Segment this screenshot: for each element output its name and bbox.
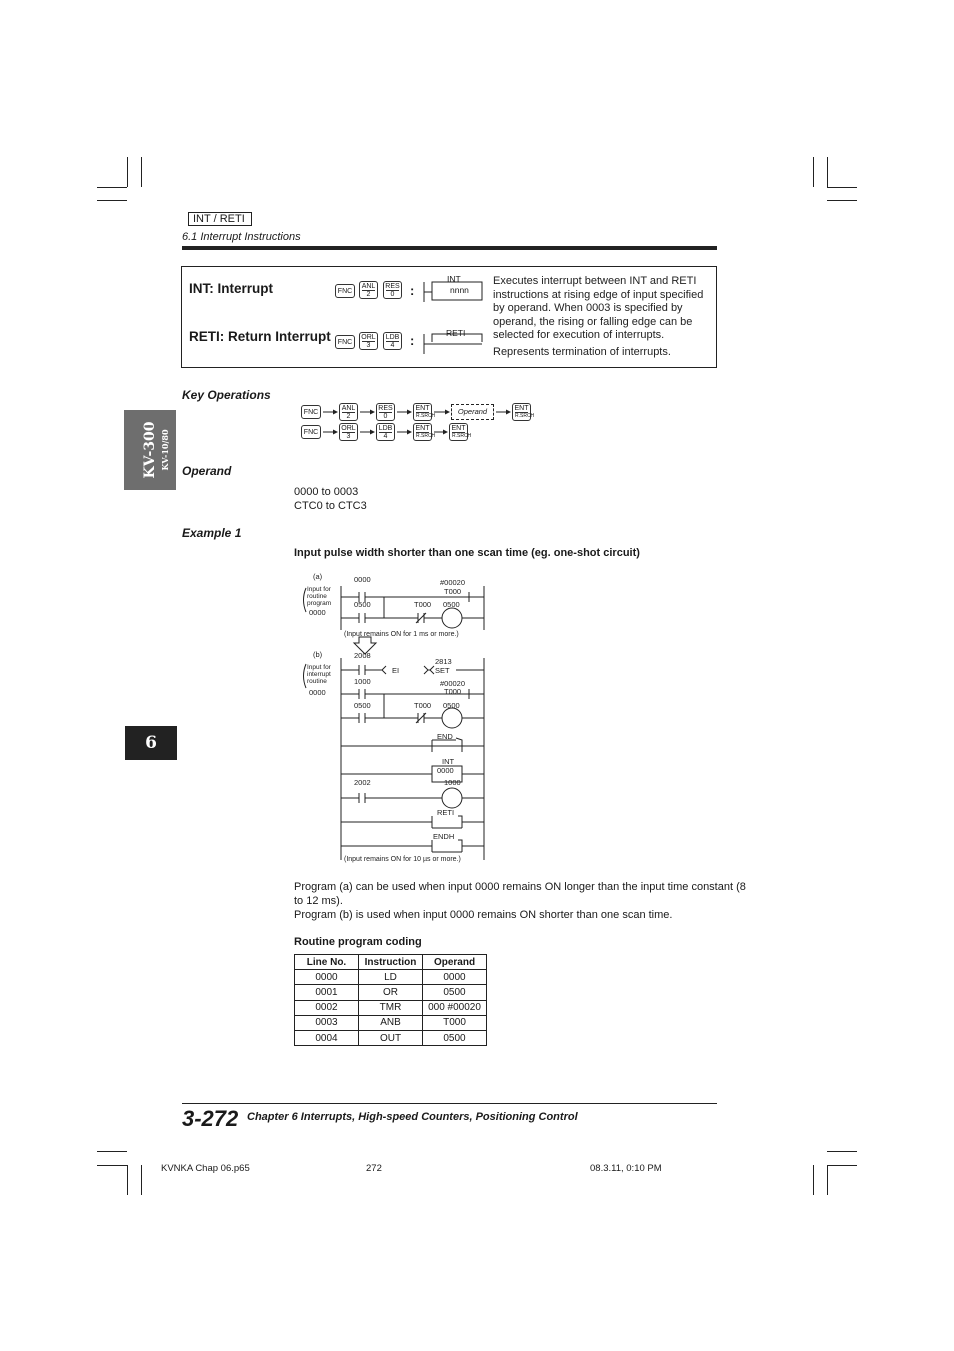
ladder-a-contact-0000: 0000 (354, 575, 371, 584)
ent-key: ENT R.SRCH (512, 403, 531, 421)
table-cell: 0500 (423, 1030, 487, 1045)
ldb-key: LDB 4 (376, 423, 395, 441)
ladder-b-note-4: 0000 (309, 688, 326, 697)
crop-mark (141, 1165, 142, 1195)
side-tab-model: KV-300 (142, 421, 158, 479)
crop-mark (827, 1165, 857, 1166)
operand-placeholder: Operand (451, 404, 494, 420)
ladder-b-contact-2002: 2002 (354, 778, 371, 787)
table-row (295, 1000, 487, 1015)
ladder-b-note-3: routine (307, 678, 327, 685)
chapter-tab: 6 (125, 726, 177, 760)
table-row (295, 985, 487, 1000)
ladder-b-int: INT (442, 757, 455, 766)
int-description: Executes interrupt between INT and RETI instructions at rising edge of input specified by operand. When 0003 is specified by operand, the rising or falling edge can be selected for execution of interrupts. (493, 275, 704, 342)
side-tab-sub: KV-10/80 (160, 429, 170, 471)
table-cell: 0004 (295, 1030, 359, 1045)
table-cell: 0000 (423, 970, 487, 985)
table-cell: 000 #00020 (423, 1000, 487, 1015)
ladder-a-label: (a) (313, 572, 323, 581)
table-cell: OUT (359, 1030, 423, 1045)
column-header: Instruction (359, 955, 423, 970)
key-operations-heading: Key Operations (182, 388, 271, 402)
table-row (295, 970, 487, 985)
ladder-a-note-3: program (307, 600, 332, 607)
ldb-key: LDB 4 (383, 332, 402, 350)
fnc-key: FNC (301, 425, 321, 439)
crop-mark (127, 157, 128, 187)
ladder-a-note: (Input remains ON for 1 ms or more.) (344, 631, 459, 638)
ladder-b-coil-1000: 1000 (444, 778, 461, 787)
print-page: 272 (366, 1163, 382, 1174)
ladder-b-set: SET (435, 666, 450, 675)
ladder-b-note: (Input remains ON for 10 µs or more.) (344, 856, 461, 863)
ladder-b-endh: ENDH (433, 832, 455, 841)
reti-description: Represents termination of interrupts. (493, 346, 671, 358)
table-cell: 0002 (295, 1000, 359, 1015)
ladder-b-int-operand: 0000 (437, 766, 454, 775)
ladder-b-label: (b) (313, 650, 323, 659)
int-colon: : (410, 283, 415, 298)
header-rule (182, 246, 717, 250)
ladder-b-contact-t000: T000 (414, 701, 432, 710)
routine-coding-table (294, 954, 487, 1046)
ladder-b-contact-1000: 1000 (354, 677, 371, 686)
table-row (295, 1030, 487, 1045)
int-symbol-operand: nnnn (450, 285, 469, 295)
ladder-b-timer-name: T000 (444, 687, 462, 696)
print-file: KVNKA Chap 06.p65 (161, 1163, 250, 1174)
ent-key: ENT R.SRCH (413, 423, 432, 441)
crop-mark (827, 1151, 857, 1152)
anl-key: ANL 2 (359, 281, 378, 299)
int-symbol-label: INT (447, 274, 461, 284)
section-subtitle: 6.1 Interrupt Instructions (182, 231, 301, 243)
table-cell: 0500 (423, 985, 487, 1000)
ladder-a-note-1: Input for (307, 586, 331, 593)
operand-range-2: CTC0 to CTC3 (294, 500, 367, 512)
ladder-b-note-2: interrupt (307, 671, 331, 678)
table-cell: 0003 (295, 1015, 359, 1030)
ladder-a-contact-0500: 0500 (354, 600, 371, 609)
crop-mark (97, 200, 127, 201)
crop-mark (827, 187, 857, 188)
model-side-tab (124, 410, 176, 490)
explanation-text: Program (a) can be used when input 0000 remains ON longer than the input time constant (8 to 12 ms). Program (b) is used when input 0000 remains ON shorter than one scan time. (294, 881, 746, 921)
ladder-b-reti: RETI (437, 808, 455, 817)
table-cell: T000 (423, 1015, 487, 1030)
fnc-key: FNC (301, 405, 321, 419)
ladder-a-note-4: 0000 (309, 608, 326, 617)
orl-key: ORL 3 (339, 423, 358, 441)
column-header: Line No. (295, 955, 359, 970)
fnc-key: FNC (335, 284, 355, 298)
example-caption: Input pulse width shorter than one scan time (eg. one-shot circuit) (294, 547, 640, 559)
ladder-b-set-label: 2813 (435, 657, 452, 666)
ladder-a-timer-name: T000 (444, 587, 462, 596)
example-heading: Example 1 (182, 526, 242, 540)
table-cell: TMR (359, 1000, 423, 1015)
table-row (295, 1015, 487, 1030)
ladder-a-coil: 0500 (443, 600, 460, 609)
ladder-b-coil: 0500 (443, 701, 460, 710)
table-cell: 0001 (295, 985, 359, 1000)
reti-title: RETI: Return Interrupt (189, 329, 331, 344)
int-title: INT: Interrupt (189, 281, 273, 296)
ladder-b-contact-0500: 0500 (354, 701, 371, 710)
ladder-a-timer-preset: #00020 (440, 578, 466, 587)
crop-mark (141, 157, 142, 187)
key-arrows (320, 400, 520, 445)
column-header: Operand (423, 955, 487, 970)
crop-mark (813, 157, 814, 187)
reti-colon: : (410, 333, 415, 348)
crop-mark (97, 1151, 127, 1152)
table-cell: LD (359, 970, 423, 985)
operand-range-1: 0000 to 0003 (294, 486, 359, 498)
footer-rule (182, 1103, 717, 1104)
crop-mark (827, 200, 857, 201)
crop-mark (97, 187, 127, 188)
ladder-b-note-1: Input for (307, 664, 331, 671)
table-cell: OR (359, 985, 423, 1000)
ladder-b-ei: EI (392, 666, 400, 675)
section-tag: INT / RETI (188, 212, 252, 226)
routine-table-heading: Routine program coding (294, 936, 422, 948)
ent-key: ENT R.SRCH (413, 403, 432, 421)
crop-mark (97, 1165, 127, 1166)
crop-mark (827, 1165, 828, 1195)
ladder-a-note-2: routine (307, 593, 327, 600)
table-cell: 0000 (295, 970, 359, 985)
chapter-title: Chapter 6 Interrupts, High-speed Counters, Positioning Control (247, 1111, 578, 1123)
ladder-diagram (296, 570, 496, 865)
crop-mark (127, 1165, 128, 1195)
reti-symbol-label: RETI (446, 328, 466, 338)
anl-key: ANL 2 (339, 403, 358, 421)
res-key: RES 0 (376, 403, 395, 421)
table-cell: ANB (359, 1015, 423, 1030)
fnc-key: FNC (335, 335, 355, 349)
ladder-b-timer-preset: #00020 (440, 679, 466, 688)
operand-heading: Operand (182, 464, 232, 478)
ladder-a-contact-t000: T000 (414, 600, 432, 609)
orl-key: ORL 3 (359, 332, 378, 350)
page-number: 3-272 (182, 1106, 239, 1131)
crop-mark (813, 1165, 814, 1195)
res-key: RES 0 (383, 281, 402, 299)
crop-mark (827, 157, 828, 187)
ladder-b-end: END (437, 732, 453, 741)
ent-key: ENT R.SRCH (449, 423, 468, 441)
ladder-b-contact-2008: 2008 (354, 651, 371, 660)
table-header-row (295, 955, 487, 970)
print-date: 08.3.11, 0:10 PM (590, 1163, 662, 1174)
